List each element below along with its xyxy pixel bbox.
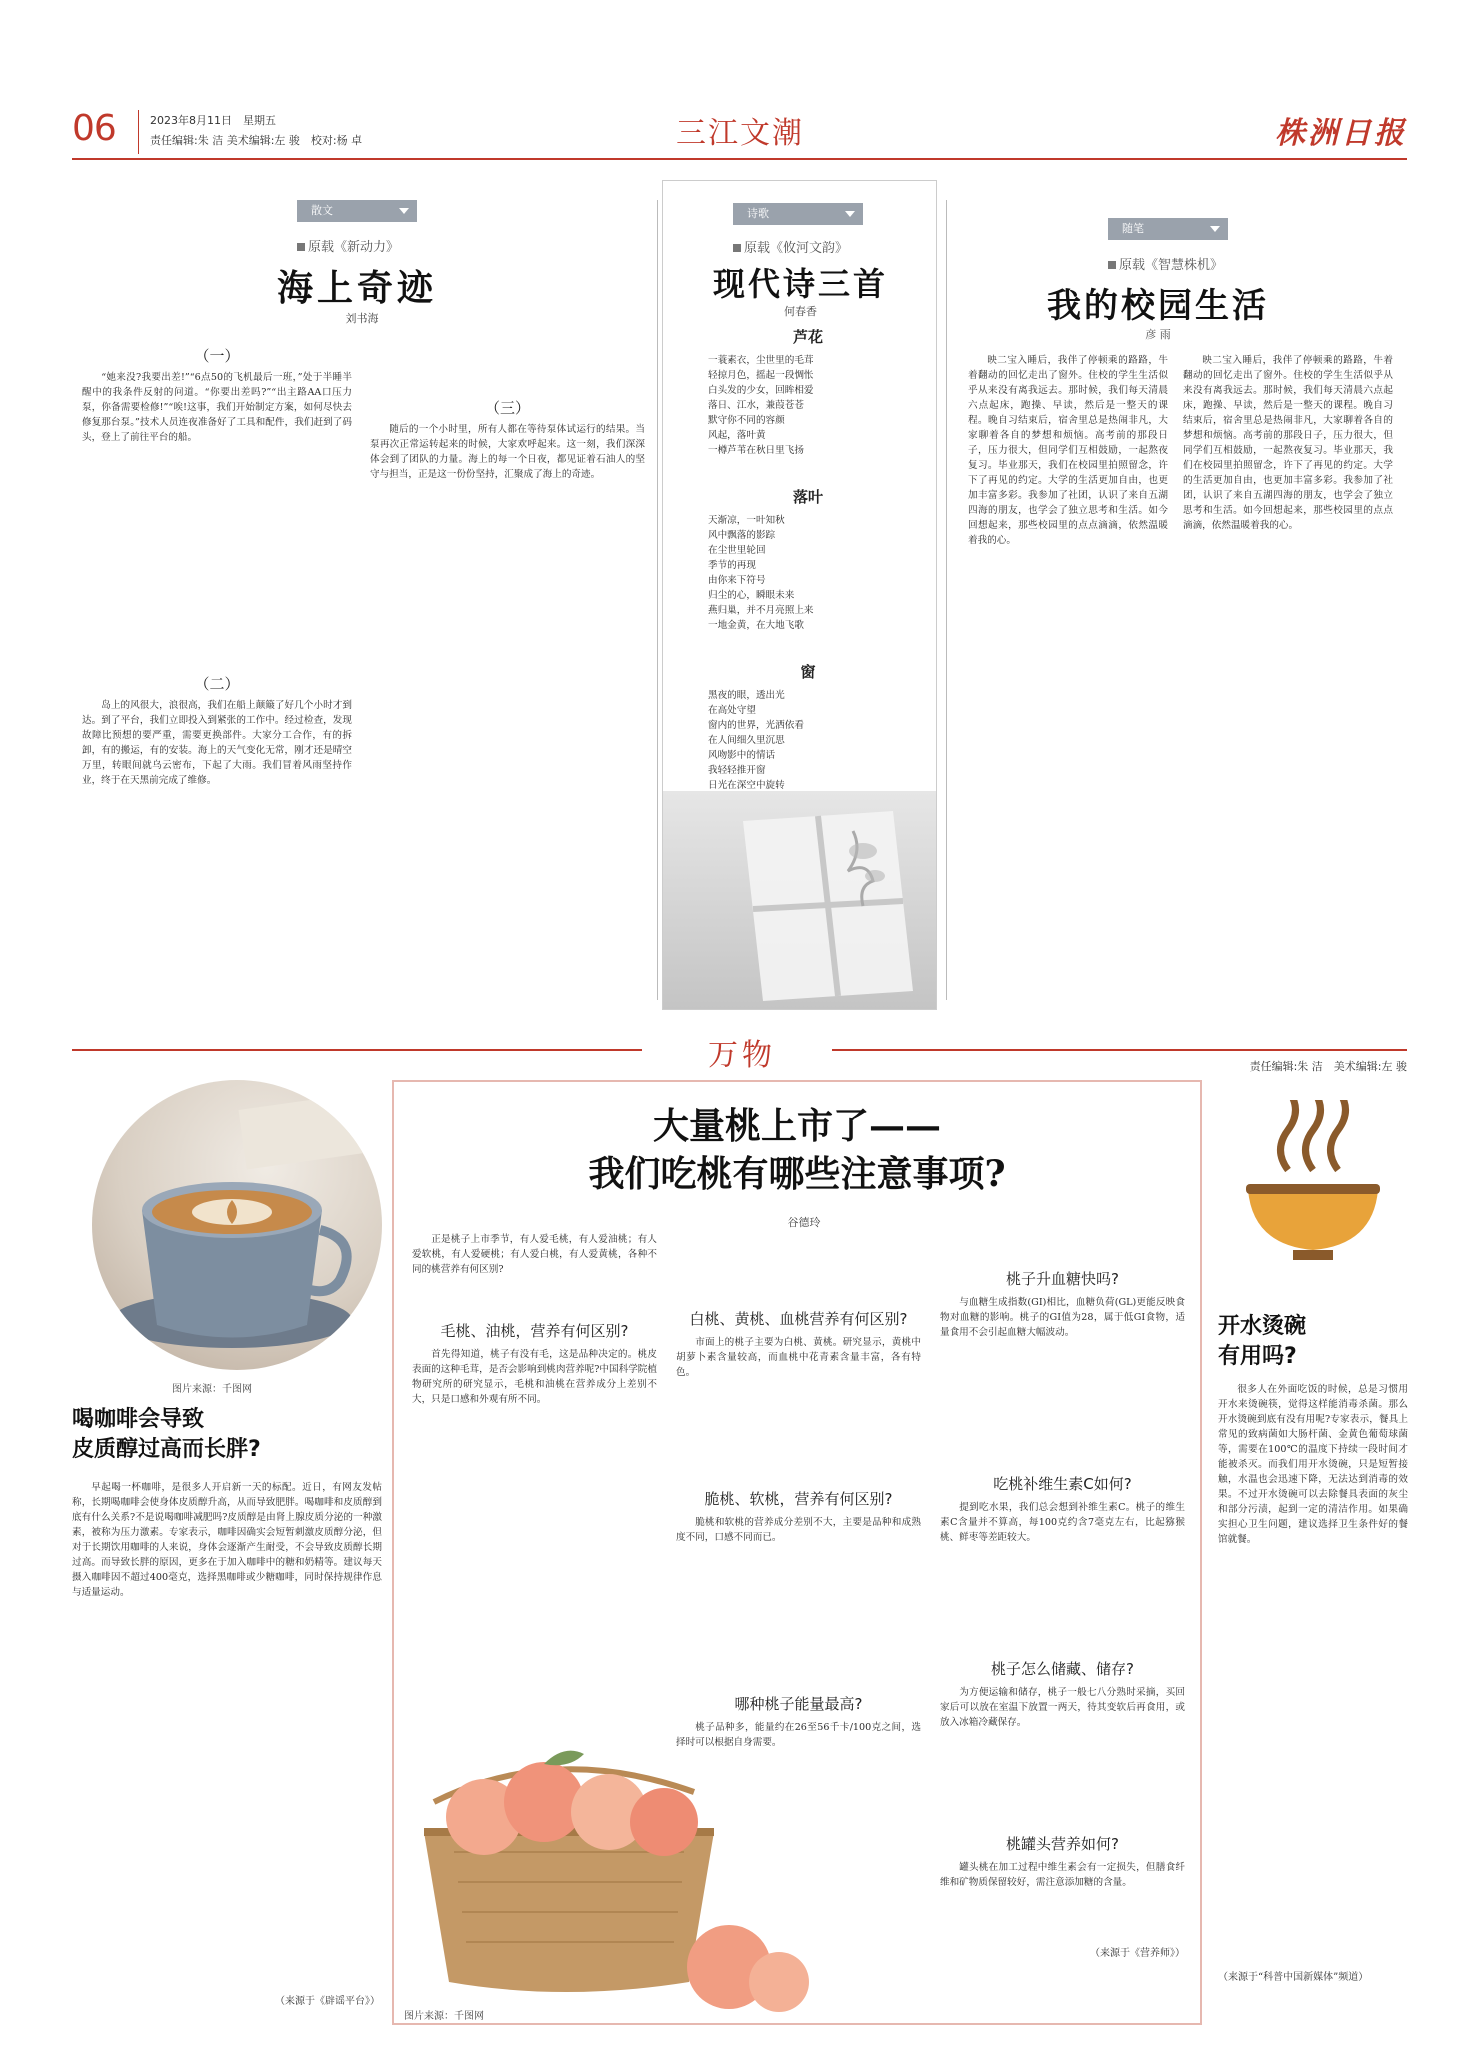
sub-heading: 毛桃、油桃，营养有何区别? [440, 1322, 629, 1340]
sub-heading: 哪种桃子能量最高? [734, 1695, 863, 1713]
article-campus [958, 218, 1403, 1008]
sub-heading: 桃罐头营养如何? [1006, 1835, 1119, 1853]
article-source: （来源于《营养师》） [1090, 1948, 1185, 1959]
article-peach [392, 1080, 1202, 2025]
poem [708, 661, 908, 793]
article-bowl [1218, 1080, 1410, 2025]
category-tag: 诗歌 [733, 203, 863, 225]
sub-heading: 桃子怎么储藏、储存? [991, 1660, 1134, 1678]
category-tag: 散文 [297, 200, 417, 222]
sub-text: 提到吃水果，我们总会想到补维生素C。桃子的维生素C含量并不算高，每100克约含7毫克左右，比起猕猴桃、鲜枣等差距较大。 [940, 1502, 1185, 1543]
sub-text: 首先得知道，桃子有没有毛，这是品种决定的。桃皮表面的这种毛茸，是否会影响到桃肉营养呢?中国科学院植物研究所的研究显示，毛桃和油桃在营养成分上差别不大，只是口感和外观有所不同。 [412, 1349, 657, 1405]
article-author: 刘书海 [345, 312, 379, 325]
article-coffee [72, 1080, 384, 2020]
poem-title: 窗 [800, 663, 816, 681]
hot-bowl-icon [1238, 1100, 1388, 1270]
page-header [72, 104, 1407, 164]
intro-text: 正是桃子上市季节，有人爱毛桃，有人爱油桃；有人爱软桃，有人爱硬桃；有人爱白桃，有人爱黄桃，各种不同的桃营养有何区别? [412, 1234, 657, 1275]
article-source: 原载《新动力》 [297, 236, 399, 255]
article-source: （来源于“科普中国新媒体”频道） [1218, 1972, 1369, 1983]
article-title: 现代诗三首 [712, 265, 888, 303]
article-author: 谷德玲 [787, 1216, 821, 1229]
sub-heading: 桃子升血糖快吗? [1006, 1270, 1119, 1288]
article-text: 早起喝一杯咖啡，是很多人开启新一天的标配。近日，有网友发帖称，长期喝咖啡会使身体皮质醇升高，从而导致肥胖。喝咖啡和皮质醇到底有什么关系?不是说喝咖啡减肥吗?皮质醇是由肾上腺皮质分泌的一种激素，被称为压力激素。专家表示，咖啡因确实会短暂刺激皮质醇分泌，但对于长期饮用咖啡的人来说，身体会逐渐产生耐受，不会导致皮质醇长期过高。而导致长胖的原因，更多在于加入咖啡中的糖和奶精等。建议每天摄入咖啡因不超过400毫克，选择黑咖啡或少糖咖啡，同时保持规律作息与适量运动。 [72, 1482, 382, 1598]
poem-title: 芦花 [792, 328, 823, 346]
article-source: （来源于《辟谣平台》） [275, 1996, 380, 2007]
sub-heading: 吃桃补维生素C如何? [993, 1475, 1132, 1493]
article-title: 开水烫碗 有用吗? [1218, 1314, 1307, 1369]
article-text-continued: 映二宝入睡后，我伴了停顿乘的路路，牛着翻动的回忆走出了窗外。住校的学生生活似乎从来没有离我远去。那时候，我们每天清晨六点起床，跑操、早读，然后是一整天的课程。晚自习结束后，宿舍里总是热闹非凡，大家聊着各自的梦想和烦恼。高考前的那段日子，压力很大，但同学们互相鼓励，一起熬夜复习。毕业那天，我们在校园里拍照留念，许下了再见的约定。大学的生活更加自由，也更加丰富多彩。我参加了社团，认识了来自五湖四海的朋友，也学会了独立思考和生活。如今回想起来，那些校园里的点点滴滴，依然温暖着我的心。 [1183, 355, 1393, 531]
issue-date: 2023年8月11日 星期五 [150, 114, 276, 127]
band-title: 万物 [708, 1038, 776, 1073]
article-title: 大量桃上市了—— 我们吃桃有哪些注意事项? [588, 1105, 1006, 1195]
sub-text: 为方便运输和储存，桃子一般七八分熟时采摘，买回家后可以放在室温下放置一两天，待其变软后再食用，或放入冰箱冷藏保存。 [940, 1687, 1185, 1728]
article-text: 映二宝入睡后，我伴了停顿乘的路路，牛着翻动的回忆走出了窗外。住校的学生生活似乎从来没有离我远去。那时候，我们每天清晨六点起床，跑操、早读，然后是一整天的课程。晚自习结束后，宿舍里总是热闹非凡，大家聊着各自的梦想和烦恼。高考前的那段日子，压力很大，但同学们互相鼓励，一起熬夜复习。毕业那天，我们在校园里拍照留念，许下了再见的约定。大学的生活更加自由，也更加丰富多彩。我参加了社团，认识了来自五湖四海的朋友，也学会了独立思考和生活。如今回想起来，那些校园里的点点滴滴，依然温暖着我的心。 [968, 355, 1168, 546]
category-tag: 随笔 [1108, 218, 1228, 240]
editor-credits: 责任编辑:朱 洁 美术编辑:左 骏 校对:杨 卓 [150, 134, 363, 147]
poem-title: 落叶 [792, 488, 823, 506]
band-editors: 责任编辑:朱 洁 美术编辑:左 骏 [1249, 1060, 1407, 1073]
photo-caption: 图片来源：千图网 [404, 2011, 484, 2022]
article-source: 原载《攸河文韵》 [733, 237, 848, 256]
newspaper-logo: 株洲日报 [1275, 116, 1407, 151]
article-title: 我的校园生活 [1047, 286, 1269, 326]
article-text: 很多人在外面吃饭的时候，总是习惯用开水来烫碗筷，觉得这样能消毒杀菌。那么开水烫碗到底有没有用呢?专家表示，餐具上常见的致病菌如大肠杆菌、金黄色葡萄球菌等，需要在100℃的温度下持续一段时间才能被杀灭。而我们用开水烫碗，只是短暂接触，水温也会迅速下降，无法达到消毒的效果。不过开水烫碗可以去除餐具表面的灰尘和部分污渍，起到一定的清洁作用。如果确实担心卫生问题，建议选择卫生条件好的餐馆就餐。 [1218, 1384, 1408, 1545]
part-heading: （三） [484, 399, 530, 417]
page-number: 06 [72, 108, 116, 149]
article-source: 原载《智慧株机》 [1108, 254, 1223, 273]
poem-lines: 一蓑素衣，尘世里的毛茸 轻掠月色，摇起一段惆怅 白头发的少女，回眸相爱 落日、江水，兼葭苍苍 默守你不同的容颜 风起，落叶黄 一樽芦苇在秋日里飞扬 [708, 355, 814, 456]
section-title: 三江文潮 [676, 116, 804, 151]
article-poems [662, 180, 937, 1010]
sub-text: 罐头桃在加工过程中维生素会有一定损失，但膳食纤维和矿物质保留较好，需注意添加糖的含量。 [940, 1862, 1185, 1888]
article-author: 彦 雨 [1145, 328, 1171, 341]
sub-heading: 白桃、黄桃、血桃营养有何区别? [689, 1310, 908, 1328]
photo-caption: 图片来源：千图网 [172, 1384, 252, 1395]
part-heading: （二） [194, 675, 240, 693]
sub-text: 桃子品种多，能量约在26至56千卡/100克之间，选择时可以根据自身需要。 [676, 1722, 921, 1748]
article-author: 何春香 [784, 305, 817, 318]
poem [708, 486, 908, 633]
article-haishang [82, 200, 652, 1000]
part-text: “她来没?我要出差!”“6点50的飞机最后一班，”处于半睡半醒中的我条件反射的问道。“你要出差吗?”“出主路AA口压力泵，你备需要检修!”“唉!这事，我们开始制定方案，如何尽快去修复那台泵。”技术人员连夜准备好了工具和配件，我们赶到了码头，登上了前往平台的船。 [82, 372, 352, 443]
part-heading: （一） [194, 347, 240, 365]
wanwu-band [72, 1030, 1407, 1073]
sub-text: 与血糖生成指数(GI)相比，血糖负荷(GL)更能反映食物对血糖的影响。桃子的GI值为28，属于低GI食物，适量食用不会引起血糖大幅波动。 [940, 1297, 1185, 1338]
part-text: 岛上的风很大，浪很高，我们在船上颠簸了好几个小时才到达。到了平台，我们立即投入到紧张的工作中。经过检查，发现故障比预想的要严重，需要更换部件。大家分工合作，有的拆卸，有的搬运，有的安装。海上的天气变化无常，刚才还是晴空万里，转眼间就乌云密布，下起了大雨。我们冒着风雨坚持作业，终于在天黑前完成了维修。 [82, 700, 352, 786]
poem-lines: 黑夜的眼，透出光 在高处守望 窗内的世界，光洒依看 在人间细久里沉思 风吻影中的情话 我轻轻推开窗 日光在深空中旋转 [708, 690, 804, 791]
article-title: 喝咖啡会导致 皮质醇过高而长胖? [72, 1407, 261, 1462]
poem [708, 326, 908, 458]
sub-heading: 脆桃、软桃，营养有何区别? [704, 1490, 893, 1508]
coffee-photo [92, 1080, 382, 1370]
poem-lines: 天渐凉，一叶知秋 风中飘落的影踪 在尘世里轮回 季节的再现 由你来下符号 归尘的心，瞬眼未来 燕归巢，并不月亮照上来 一地金黄，在大地飞歌 [708, 515, 814, 631]
sub-text: 脆桃和软桃的营养成分差别不大，主要是品种和成熟度不同，口感不同而已。 [676, 1517, 921, 1543]
article-title: 海上奇迹 [276, 267, 437, 309]
window-shadow-image [663, 791, 937, 1010]
sub-text: 市面上的桃子主要为白桃、黄桃。研究显示，黄桃中胡萝卜素含量较高，而血桃中花青素含量丰富，各有特色。 [676, 1337, 921, 1378]
part-text: 随后的一个小时里，所有人都在等待泵体试运行的结果。当泵再次正常运转起来的时候，大家欢呼起来。这一刻，我们深深体会到了团队的力量。海上的每一个日夜，都见证着石油人的坚守与担当，正是这一份份坚持，汇聚成了海上的奇迹。 [370, 424, 645, 480]
